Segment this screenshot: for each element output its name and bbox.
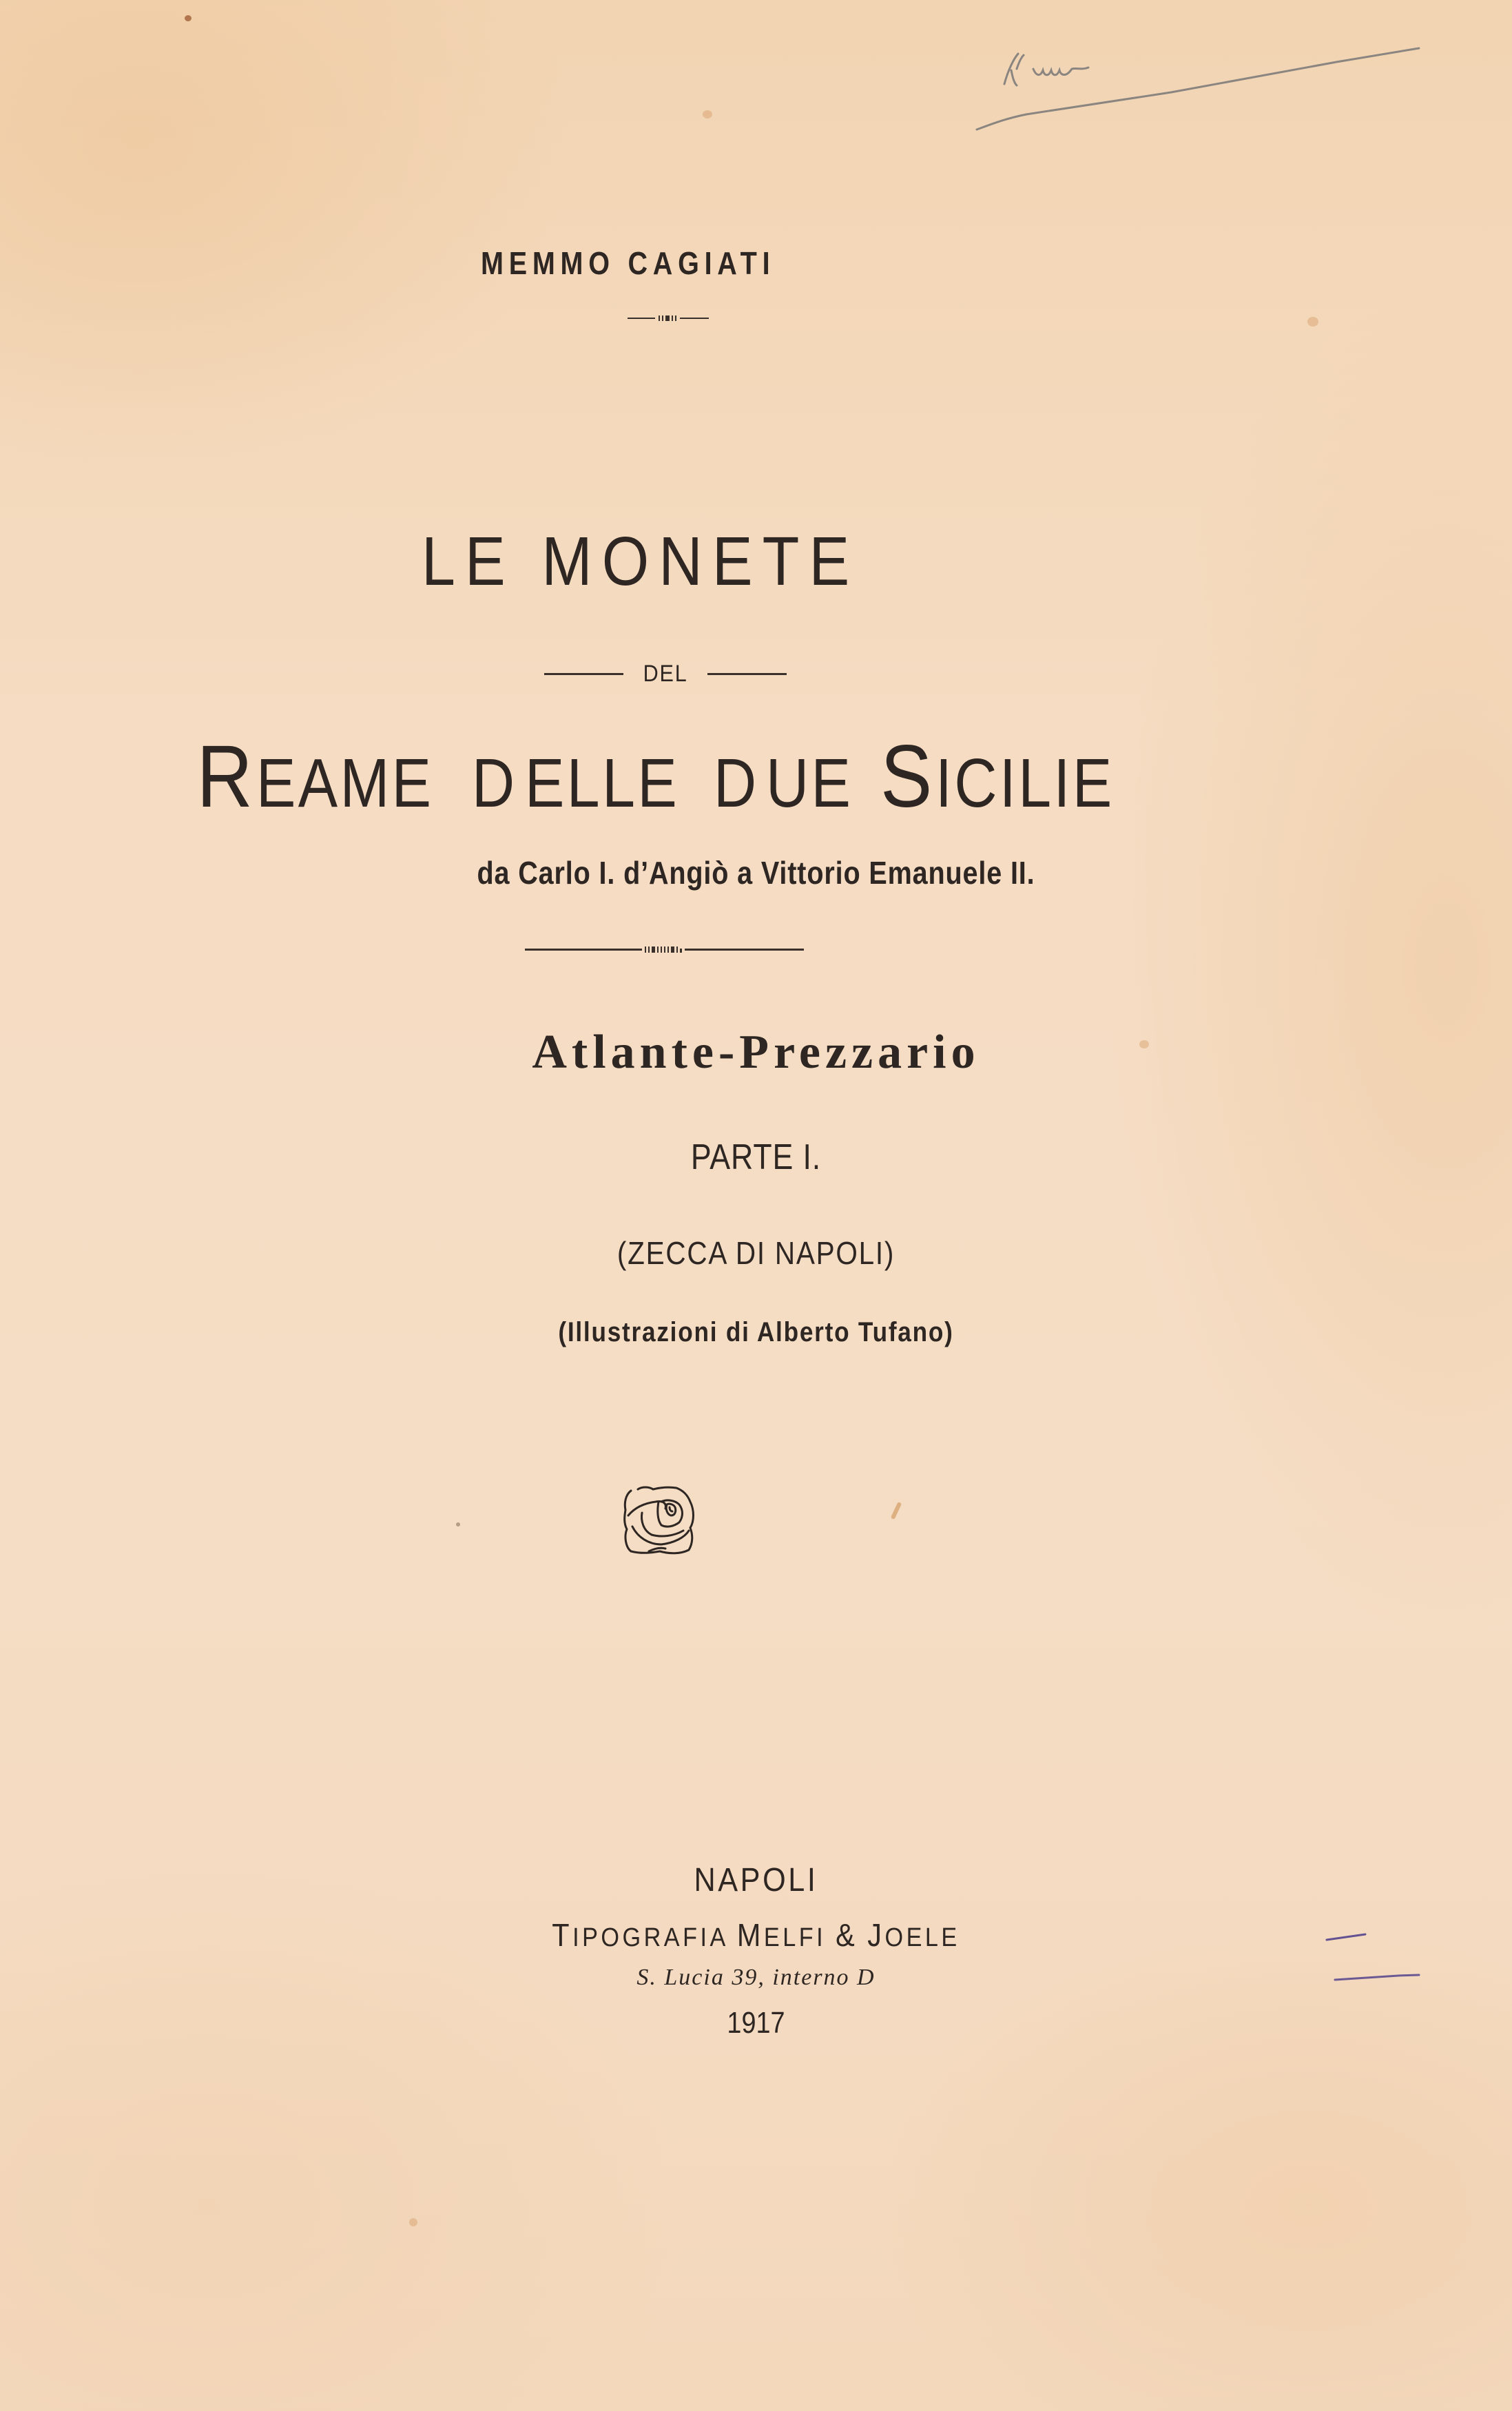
title-word-initial: S [880, 727, 932, 826]
printer-word-initial: T [552, 1917, 573, 1953]
imprint-city: NAPOLI [694, 1862, 818, 1898]
imprint-year: 1917 [727, 2006, 785, 2040]
printer-word-rest: ELFI [763, 1923, 827, 1952]
subtitle: da Carlo I. d’Angiò a Vittorio Emanuele II. [477, 855, 1035, 891]
title-word-rest: UE [766, 745, 853, 822]
subtitle-ornamental-rule [525, 945, 804, 955]
title-word [877, 727, 1143, 826]
foxing-stain [1307, 317, 1318, 327]
title-word [472, 745, 704, 822]
printer-word-initial: M [736, 1917, 764, 1953]
imprint-printer [76, 1916, 1437, 1954]
title-line-2 [193, 727, 1143, 826]
pencil-annotation [951, 28, 1447, 138]
foxing-stain [456, 1522, 460, 1527]
connector-rule-left [544, 673, 623, 675]
title-word-rest: ICILIE [935, 745, 1115, 822]
title-word-initial: R [196, 727, 253, 826]
author-ornamental-rule [628, 315, 709, 322]
series-title: Atlante-Prezzario [532, 1026, 980, 1079]
mint-label: (ZECCA DI NAPOLI) [617, 1235, 895, 1271]
title-line-1: LE MONETE [422, 523, 860, 600]
ink-marks [1316, 1915, 1453, 1984]
title-word-rest: EAME [256, 745, 434, 822]
printer-word-rest: IPOGRAFIA [572, 1923, 727, 1952]
foxing-stain [891, 1502, 902, 1520]
foxing-stain [185, 15, 191, 21]
title-word-initial: D [713, 745, 759, 822]
printer-ampersand: & [836, 1917, 858, 1953]
title-connector: DEL [643, 660, 688, 687]
title-word-initial: D [472, 745, 518, 822]
author-name: MEMMO CAGIATI [481, 245, 776, 281]
title-word [193, 727, 463, 826]
printer-word-rest: OELE [884, 1923, 960, 1952]
imprint-address: S. Lucia 39, interno D [636, 1965, 876, 1990]
title-word [713, 745, 867, 822]
title-word-rest: ELLE [524, 745, 679, 822]
title-connector-row [544, 660, 787, 687]
printer-word-initial: J [867, 1917, 885, 1953]
illustrator-credit: (Illustrazioni di Alberto Tufano) [558, 1317, 954, 1347]
foxing-stain [409, 2218, 417, 2226]
foxing-stain [703, 110, 712, 118]
part-number: PARTE I. [690, 1137, 822, 1177]
connector-rule-right [707, 673, 787, 675]
rose-device-icon [621, 1482, 698, 1560]
